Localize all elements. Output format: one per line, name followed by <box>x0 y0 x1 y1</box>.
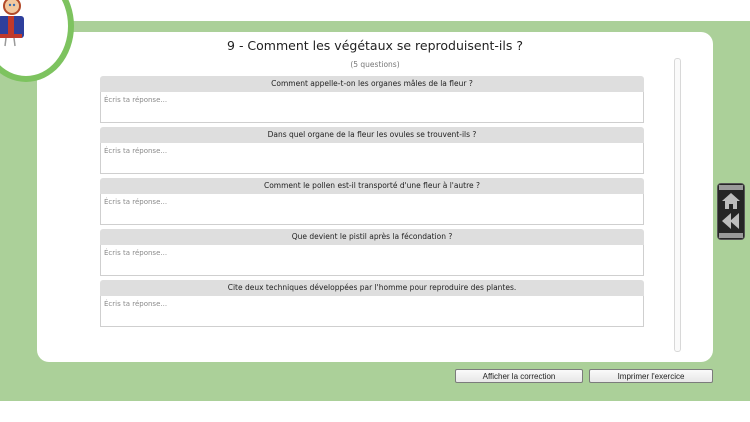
question-list <box>100 76 644 331</box>
rewind-icon <box>721 212 741 230</box>
nav-widget <box>717 183 745 240</box>
nav-cap-top <box>719 185 743 190</box>
question-count: (5 questions) <box>350 60 400 69</box>
nav-cap-bottom <box>719 233 743 238</box>
answer-input[interactable] <box>100 92 644 123</box>
answer-input[interactable] <box>100 143 644 174</box>
mascot-icon <box>0 0 28 50</box>
answer-input[interactable] <box>100 296 644 327</box>
answer-input[interactable] <box>100 245 644 276</box>
home-icon <box>721 192 741 210</box>
home-button[interactable] <box>721 192 741 210</box>
show-correction-button[interactable]: Afficher la correction <box>455 369 583 383</box>
question-item <box>100 229 644 276</box>
question-item <box>100 76 644 123</box>
page-title: 9 - Comment les végétaux se reproduisent-ils ? <box>227 38 523 53</box>
question-label: Comment le pollen est-il transporté d'une fleur à l'autre ? <box>100 178 644 194</box>
question-item <box>100 127 644 174</box>
question-label: Que devient le pistil après la fécondation ? <box>100 229 644 245</box>
question-label: Comment appelle-t-on les organes mâles de la fleur ? <box>100 76 644 92</box>
question-item <box>100 178 644 225</box>
question-label: Cite deux techniques développées par l'homme pour reproduire des plantes. <box>100 280 644 296</box>
question-item <box>100 280 644 327</box>
back-button[interactable] <box>721 212 741 230</box>
scrollbar[interactable] <box>674 58 681 352</box>
print-exercise-button[interactable]: Imprimer l'exercice <box>589 369 713 383</box>
answer-input[interactable] <box>100 194 644 225</box>
question-label: Dans quel organe de la fleur les ovules se trouvent-ils ? <box>100 127 644 143</box>
